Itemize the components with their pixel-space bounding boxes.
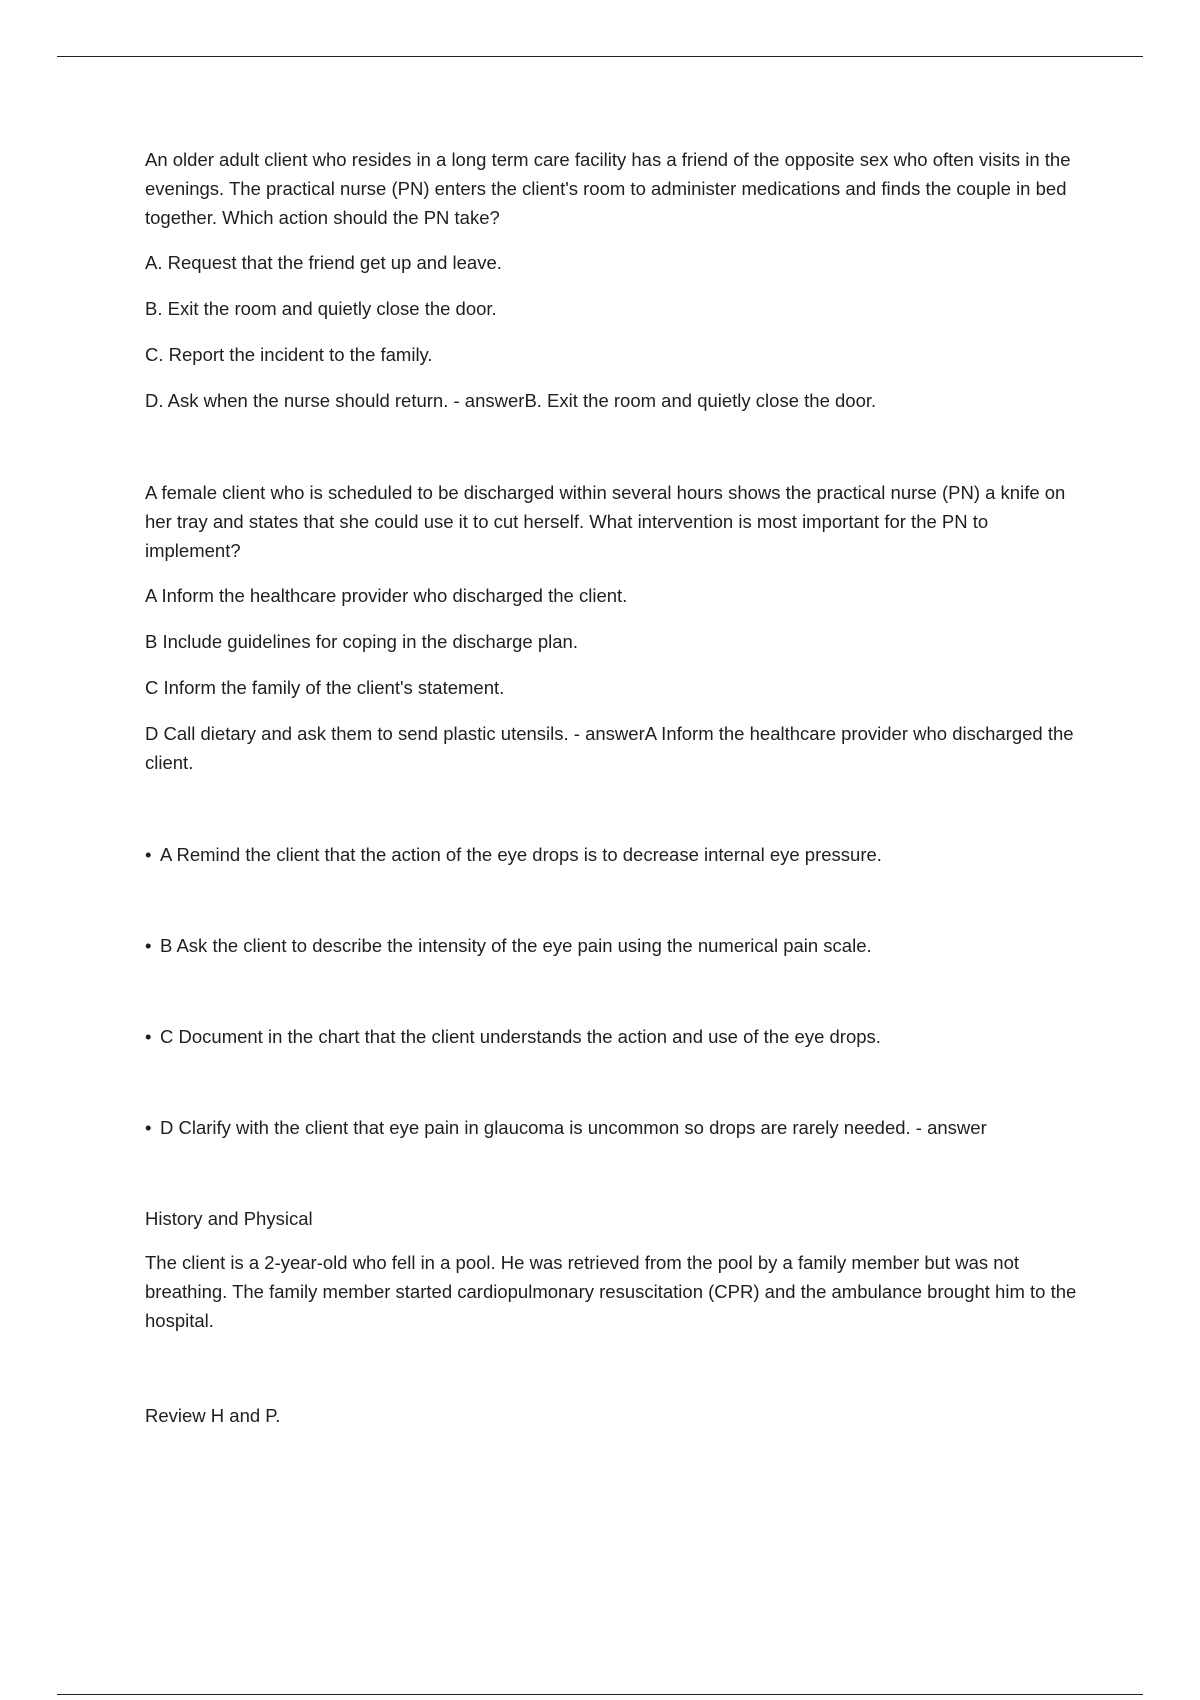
question-2-stem: A female client who is scheduled to be discharged within several hours shows the practical nurse (PN) a knife on her tray and states that she could use it to cut herself. What intervention is most important for the PN to implement? (145, 482, 1066, 561)
top-rule (57, 56, 1143, 57)
question-2-option-b: B Include guidelines for coping in the discharge plan. (145, 631, 578, 652)
question-2-option-d-answer: D Call dietary and ask them to send plastic utensils. - answerA Inform the healthcare provider who discharged the client. (145, 723, 1074, 773)
document-body (145, 145, 1085, 1446)
question-3-option-c-text: C Document in the chart that the client understands the action and use of the eye drops. (160, 1026, 881, 1047)
bullet-icon: • (145, 935, 152, 956)
question-1-stem: An older adult client who resides in a long term care facility has a friend of the opposite sex who often visits in the evenings. The practical nurse (PN) enters the client's room to administer medications and finds the couple in bed together. Which action should the PN take? (145, 149, 1071, 228)
history-body: The client is a 2-year-old who fell in a pool. He was retrieved from the pool by a family member but was not breathing. The family member started cardiopulmonary resuscitation (CPR) and the ambulance brought him to the hospital. (145, 1252, 1077, 1331)
history-title: History and Physical (145, 1208, 313, 1229)
question-3-option-a (145, 840, 1085, 869)
question-3-option-b (145, 931, 1085, 960)
question-3-option-c (145, 1022, 1085, 1051)
question-2-option-c: C Inform the family of the client's statement. (145, 677, 505, 698)
question-1-option-b: B. Exit the room and quietly close the door. (145, 298, 497, 319)
question-3-option-d-answer (145, 1113, 1085, 1142)
question-1-option-c: C. Report the incident to the family. (145, 344, 433, 365)
bullet-icon: • (145, 844, 152, 865)
bullet-icon: • (145, 1117, 152, 1138)
question-1-option-a: A. Request that the friend get up and leave. (145, 252, 502, 273)
question-3-option-b-text: B Ask the client to describe the intensity of the eye pain using the numerical pain scale. (160, 935, 872, 956)
review-note: Review H and P. (145, 1405, 281, 1426)
bullet-icon: • (145, 1026, 152, 1047)
question-3-option-d-text: D Clarify with the client that eye pain in glaucoma is uncommon so drops are rarely needed. - answer (160, 1117, 987, 1138)
question-3-option-a-text: A Remind the client that the action of the eye drops is to decrease internal eye pressure. (160, 844, 882, 865)
question-2-option-a: A Inform the healthcare provider who discharged the client. (145, 585, 628, 606)
question-1-option-d-answer: D. Ask when the nurse should return. - answerB. Exit the room and quietly close the door. (145, 390, 877, 411)
bottom-rule (57, 1694, 1143, 1695)
